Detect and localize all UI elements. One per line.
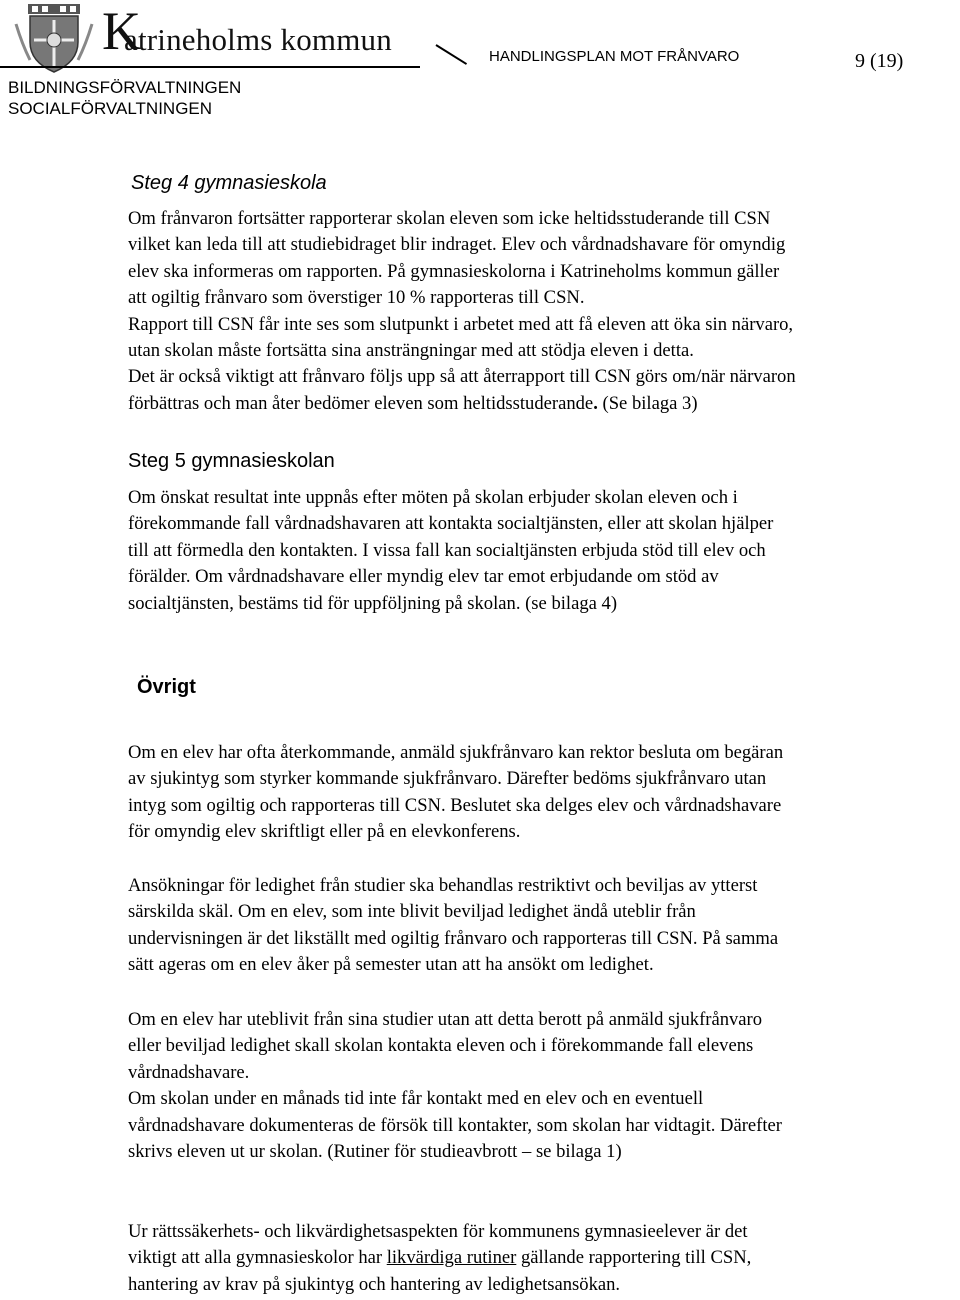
organization-name-logotype — [102, 1, 392, 61]
text-span: förbättras och man åter bedömer eleven som heltidsstuderande — [128, 392, 594, 414]
text-line — [128, 391, 948, 417]
text-line: Ur rättssäkerhets- och likvärdighetsaspekten för kommunens gymnasieelever är det — [128, 1221, 748, 1242]
paragraph-ovrigt-2 — [128, 873, 948, 979]
text-line: utan skolan måste fortsätta sina ansträngningar med att stödja eleven i detta. — [128, 340, 694, 362]
document-title: HANDLINGSPLAN MOT FRÅNVARO — [489, 48, 740, 65]
text-line: intyg som ogiltig och rapporteras till CSN. Beslutet ska delges elev och vårdnadshavare — [128, 794, 782, 816]
header-rule — [0, 66, 420, 68]
text-line: förekommande fall vårdnadshavaren att kontakta socialtjänsten, eller att skolan hjälper — [128, 513, 774, 535]
text-line: sätt ageras om en elev åker på semester utan att ha ansökt om ledighet. — [128, 954, 654, 976]
text-span-bold: . — [593, 392, 598, 414]
page-number: 9 (19) — [855, 50, 904, 72]
text-line: Ansökningar för ledighet från studier ska behandlas restriktivt och beviljas av ytterst — [128, 875, 758, 896]
text-line: Det är också viktigt att frånvaro följs upp så att återrapport till CSN görs om/när närvaron — [128, 366, 796, 388]
section-heading-steg5: Steg 5 gymnasieskolan — [128, 450, 335, 472]
paragraph-steg5 — [128, 485, 948, 617]
text-span: (Se bilaga 3) — [597, 392, 698, 414]
section-heading-ovrigt: Övrigt — [137, 676, 196, 698]
paragraph-ovrigt-4 — [128, 1219, 948, 1298]
paragraph-steg4 — [128, 206, 948, 417]
text-line: elev ska informeras om rapporten. På gymnasieskolorna i Katrineholms kommun gäller — [128, 260, 780, 282]
text-line: Om skolan under en månads tid inte får kontakt med en elev och en eventuell — [128, 1088, 704, 1110]
text-line: skrivs eleven ut ur skolan. (Rutiner för studieavbrott – se bilaga 1) — [128, 1141, 622, 1163]
text-line: förälder. Om vårdnadshavare eller myndig elev tar emot erbjudande om stöd av — [128, 566, 719, 588]
text-line: socialtjänsten, bestäms tid för uppföljning på skolan. (se bilaga 4) — [128, 592, 618, 614]
text-line: Om frånvaron fortsätter rapporterar skolan eleven som icke heltidsstuderande till CSN — [128, 208, 771, 229]
text-line: vårdnadshavare dokumenteras de försök till kontakter, som skolan har vidtagit. Därefter — [128, 1114, 782, 1136]
text-line: till att förmedla den kontakten. I vissa fall kan socialtjänsten erbjuda stöd till elev och — [128, 539, 766, 561]
organization-name-initial: K — [102, 1, 142, 61]
text-line: undervisningen är det likställt med ogiltig frånvaro och rapporteras till CSN. På samma — [128, 927, 779, 949]
text-line — [128, 1245, 948, 1271]
text-line: av sjukintyg som styrker kommande sjukfrånvaro. Därefter bedöms sjukfrånvaro utan — [128, 768, 767, 790]
text-line: Om en elev har uteblivit från sina studier utan att detta berott på anmäld sjukfrånvaro — [128, 1009, 763, 1030]
text-line: eller beviljad ledighet skall skolan kontakta eleven och i förekommande fall elevens — [128, 1035, 754, 1057]
underlined-term: likvärdiga rutiner — [386, 1247, 517, 1269]
text-span: viktigt att alla gymnasieskolor har — [128, 1247, 387, 1269]
text-line: Om en elev har ofta återkommande, anmäld sjukfrånvaro kan rektor besluta om begäran — [128, 742, 784, 763]
department-name-1: BILDNINGSFÖRVALTNINGEN — [8, 78, 242, 97]
text-line: Om önskat resultat inte uppnås efter möten på skolan erbjuder skolan eleven och i — [128, 487, 738, 508]
section-heading-steg4: Steg 4 gymnasieskola — [131, 172, 327, 194]
department-name-2: SOCIALFÖRVALTNINGEN — [8, 99, 213, 118]
paragraph-ovrigt-3 — [128, 1007, 948, 1165]
text-span: gällande rapportering till CSN, — [516, 1247, 752, 1269]
text-line: särskilda skäl. Om en elev, som inte blivit beviljad ledighet ändå uteblir från — [128, 901, 696, 923]
header-rule-slash — [435, 44, 467, 65]
organization-name-rest: atrineholms kommun — [124, 22, 392, 57]
text-line: vilket kan leda till att studiebidraget blir indraget. Elev och vårdnadshavare för omyndig — [128, 234, 786, 256]
municipal-crest-logo — [8, 4, 100, 74]
text-line: hantering av krav på sjukintyg och hantering av ledighetsansökan. — [128, 1273, 621, 1295]
text-line: att ogiltig frånvaro som överstiger 10 % rapporteras till CSN. — [128, 287, 585, 309]
paragraph-ovrigt-1 — [128, 740, 948, 846]
text-line: Rapport till CSN får inte ses som slutpunkt i arbetet med att få eleven att öka sin närvaro, — [128, 313, 794, 335]
text-line: vårdnadshavare. — [128, 1061, 250, 1083]
text-line: för omyndig elev skriftligt eller på en elevkonferens. — [128, 821, 521, 843]
